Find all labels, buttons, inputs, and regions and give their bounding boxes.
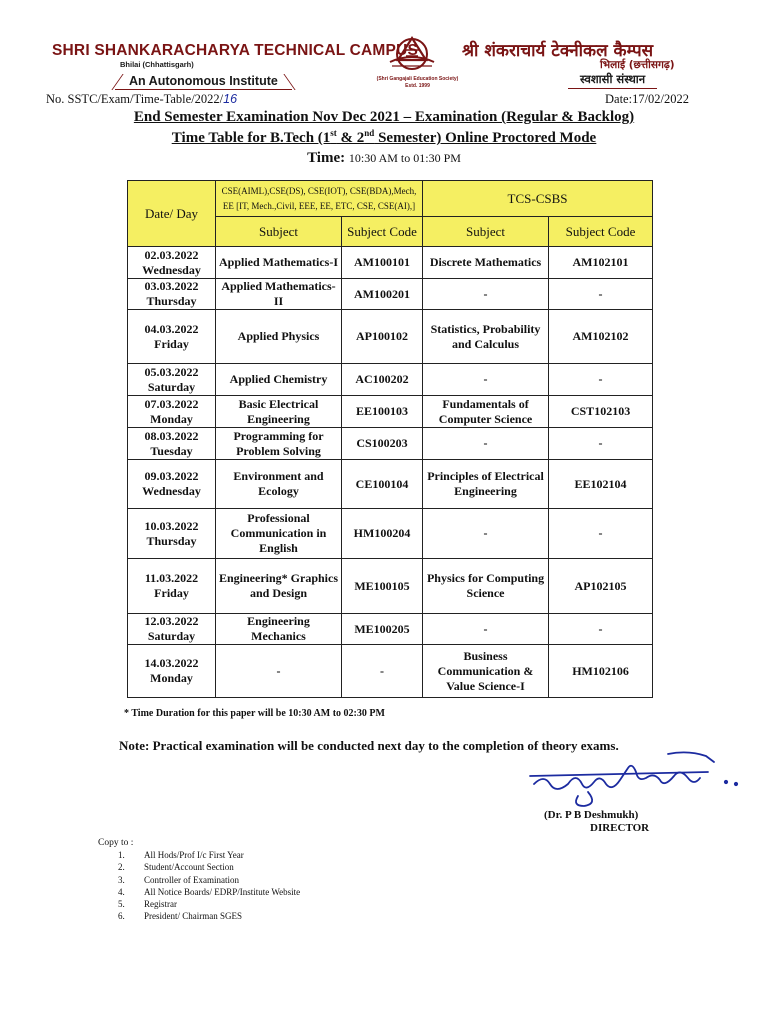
subject-code-cell: AM100101 xyxy=(342,247,423,279)
time-duration-note: * Time Duration for this paper will be 10:30 AM to 02:30 PM xyxy=(124,708,385,719)
subject-cell: Engineering* Graphics and Design xyxy=(216,559,342,614)
tcs-subject-cell: Principles of Electrical Engineering xyxy=(423,460,549,509)
list-item xyxy=(118,898,300,910)
exam-date: 07.03.2022 xyxy=(144,396,199,411)
practical-exam-note: Note: Practical examination will be conducted next day to the completion of theory exams. xyxy=(119,738,619,753)
timetable-heading-text xyxy=(172,130,596,146)
list-text: All Hods/Prof I/c First Year xyxy=(144,850,244,860)
exam-heading xyxy=(0,109,768,126)
exam-day: Friday xyxy=(154,336,189,351)
header-date-day: Date/ Day xyxy=(128,181,216,247)
date-day-cell xyxy=(128,396,216,428)
tcs-subject-code-cell: - xyxy=(549,509,653,559)
exam-day: Tuesday xyxy=(150,443,193,458)
exam-date: 04.03.2022 xyxy=(144,321,199,336)
timetable-heading xyxy=(0,128,768,147)
exam-day: Monday xyxy=(150,671,193,685)
tcs-subject-cell: Physics for Computing Science xyxy=(423,559,549,614)
exam-day: Friday xyxy=(154,586,189,600)
list-item xyxy=(118,861,300,873)
subject-cell: Basic Electrical Engineering xyxy=(216,396,342,428)
exam-date: 10.03.2022 xyxy=(144,518,199,533)
tcs-subject-code-cell: - xyxy=(549,428,653,460)
exam-day: Thursday xyxy=(146,533,197,548)
tcs-subject-code-cell: HM102106 xyxy=(549,645,653,698)
date-day-cell xyxy=(128,460,216,509)
list-item xyxy=(118,910,300,922)
date-day-cell xyxy=(128,645,216,698)
tcs-subject-code-cell: AM102102 xyxy=(549,310,653,364)
institute-tagline-hindi: स्वशासी संस्थान xyxy=(568,72,657,89)
list-text: Student/Account Section xyxy=(144,862,234,873)
tcs-subject-cell: - xyxy=(423,614,549,645)
society-name xyxy=(350,76,485,90)
copy-to-label: Copy to : xyxy=(98,838,134,848)
table-row xyxy=(128,460,653,509)
tcs-subject-cell: Fundamentals of Computer Science xyxy=(423,396,549,428)
tcs-subject-cell: - xyxy=(423,509,549,559)
subject-code-cell: ME100105 xyxy=(342,559,423,614)
table-row xyxy=(128,396,653,428)
subject-code-cell: EE100103 xyxy=(342,396,423,428)
list-number: 3. xyxy=(118,874,125,885)
reference-number xyxy=(46,92,237,107)
tcs-subject-code-cell: AM102101 xyxy=(549,247,653,279)
exam-date: 02.03.2022 xyxy=(144,247,199,262)
list-item xyxy=(118,849,300,861)
subject-cell: Applied Mathematics-II xyxy=(216,279,342,310)
date-day-cell xyxy=(128,364,216,396)
tcs-subject-code-cell: - xyxy=(549,614,653,645)
exam-day: Saturday xyxy=(147,379,196,394)
table-row xyxy=(128,310,653,364)
date-day-cell xyxy=(128,428,216,460)
list-text: All Notice Boards/ EDRP/Institute Website xyxy=(144,886,301,897)
list-number: 5. xyxy=(118,899,125,910)
table-row xyxy=(128,279,653,310)
subject-code-cell: AC100202 xyxy=(342,364,423,396)
director-signature-icon xyxy=(528,748,768,810)
tcs-subject-code-cell: CST102103 xyxy=(549,396,653,428)
exam-date: 11.03.2022 xyxy=(144,571,199,585)
header-subject: Subject xyxy=(423,217,549,247)
tcs-subject-cell: Business Communication & Value Science-I xyxy=(423,645,549,698)
subject-code-cell: CS100203 xyxy=(342,428,423,460)
exam-day: Wednesday xyxy=(142,262,201,277)
date-day-cell xyxy=(128,559,216,614)
date-day-cell xyxy=(128,509,216,559)
list-number: 6. xyxy=(118,911,125,922)
subject-code-cell: CE100104 xyxy=(342,460,423,509)
list-text: Registrar xyxy=(144,899,177,910)
institute-name-english: SHRI SHANKARACHARYA TECHNICAL CAMPUS xyxy=(52,42,419,59)
institute-name-hindi: श्री शंकराचार्य टेक्नीकल कैम्पस xyxy=(462,41,654,61)
exam-day: Saturday xyxy=(147,629,196,643)
subject-code-cell: AM100201 xyxy=(342,279,423,310)
exam-date: 14.03.2022 xyxy=(144,656,199,670)
exam-time-value: 10:30 AM to 01:30 PM xyxy=(348,151,461,165)
timetable-heading-part: Time Table for B.Tech (1 xyxy=(171,130,331,146)
list-text: President/ Chairman SGES xyxy=(144,911,242,922)
tcs-subject-cell: - xyxy=(423,428,549,460)
list-number: 1. xyxy=(118,850,125,860)
institute-location-english: Bhilai (Chhattisgarh) xyxy=(120,60,194,69)
subject-cell: - xyxy=(216,645,342,698)
subject-code-cell: - xyxy=(342,645,423,698)
tcs-subject-cell: - xyxy=(423,279,549,310)
society-label: (Shri Gangajali Education Society) xyxy=(376,76,459,82)
list-text: Controller of Examination xyxy=(144,874,239,885)
subject-cell: Programming for Problem Solving xyxy=(216,428,342,460)
header-tcs-csbs: TCS-CSBS xyxy=(423,181,653,217)
header-subject: Subject xyxy=(216,217,342,247)
list-item xyxy=(118,886,300,898)
established-year: Estd. 1999 xyxy=(405,83,430,89)
header-subject-code: Subject Code xyxy=(342,217,423,247)
tcs-subject-code-cell: - xyxy=(549,279,653,310)
exam-time-label: Time: xyxy=(307,150,346,166)
list-number: 4. xyxy=(118,886,125,897)
exam-date: 12.03.2022 xyxy=(144,614,199,628)
exam-date: 03.03.2022 xyxy=(144,279,199,293)
table-row xyxy=(128,614,653,645)
subject-cell: Professional Communication in English xyxy=(216,509,342,559)
table-row xyxy=(128,645,653,698)
date-day-cell xyxy=(128,310,216,364)
subject-cell: Environment and Ecology xyxy=(216,460,342,509)
subject-code-cell: AP100102 xyxy=(342,310,423,364)
subject-cell: Applied Mathematics-I xyxy=(216,247,342,279)
tcs-subject-code-cell: EE102104 xyxy=(549,460,653,509)
timetable-heading-sup: nd xyxy=(364,128,375,138)
subject-cell: Applied Physics xyxy=(216,310,342,364)
table-row xyxy=(128,509,653,559)
reference-number-text: No. SSTC/Exam/Time-Table/2022/ xyxy=(46,92,224,106)
signatory-title: DIRECTOR xyxy=(590,822,650,834)
reference-handwritten-number: 16 xyxy=(223,92,238,106)
subject-code-cell: ME100205 xyxy=(342,614,423,645)
exam-heading-text: End Semester Examination Nov Dec 2021 – Examination (Regular & Backlog) xyxy=(133,109,635,125)
date-day-cell xyxy=(128,614,216,645)
copy-to-list xyxy=(118,849,300,923)
institute-logo-icon xyxy=(386,32,438,80)
table-row xyxy=(128,559,653,614)
exam-day: Monday xyxy=(150,411,193,426)
document-date: Date:17/02/2022 xyxy=(605,92,690,106)
date-day-cell xyxy=(128,279,216,310)
exam-day: Wednesday xyxy=(142,484,201,498)
timetable-body xyxy=(128,247,653,698)
header-branch-group: CSE(AIML),CSE(DS), CSE(IOT), CSE(BDA),Mech, EE [IT, Mech.,Civil, EEE, EE, ETC, CSE, CSE(AI),] xyxy=(216,181,423,217)
tcs-subject-cell: - xyxy=(423,364,549,396)
subject-code-cell: HM100204 xyxy=(342,509,423,559)
exam-time xyxy=(0,150,768,167)
institute-location-hindi: भिलाई (छत्तीसगढ़) xyxy=(600,59,675,71)
exam-timetable xyxy=(127,180,653,698)
institute-tagline-english: An Autonomous Institute xyxy=(115,74,292,90)
tcs-subject-code-cell: - xyxy=(549,364,653,396)
list-item xyxy=(118,874,300,886)
exam-date: 05.03.2022 xyxy=(144,364,199,379)
tcs-subject-cell: Statistics, Probability and Calculus xyxy=(423,310,549,364)
exam-day: Thursday xyxy=(146,294,197,308)
list-number: 2. xyxy=(118,862,125,873)
date-day-cell xyxy=(128,247,216,279)
exam-date: 08.03.2022 xyxy=(144,428,199,443)
subject-cell: Applied Chemistry xyxy=(216,364,342,396)
table-row xyxy=(128,428,653,460)
subject-cell: Engineering Mechanics xyxy=(216,614,342,645)
header-subject-code: Subject Code xyxy=(549,217,653,247)
timetable-heading-part: Semester) Online Proctored Mode xyxy=(374,130,597,146)
table-row xyxy=(128,364,653,396)
timetable-heading-part: & 2 xyxy=(336,130,365,146)
signatory-name: (Dr. P B Deshmukh) xyxy=(544,809,639,821)
timetable-heading-sup: st xyxy=(330,128,337,138)
exam-date: 09.03.2022 xyxy=(144,469,199,483)
tcs-subject-cell: Discrete Mathematics xyxy=(423,247,549,279)
tcs-subject-code-cell: AP102105 xyxy=(549,559,653,614)
table-row xyxy=(128,247,653,279)
